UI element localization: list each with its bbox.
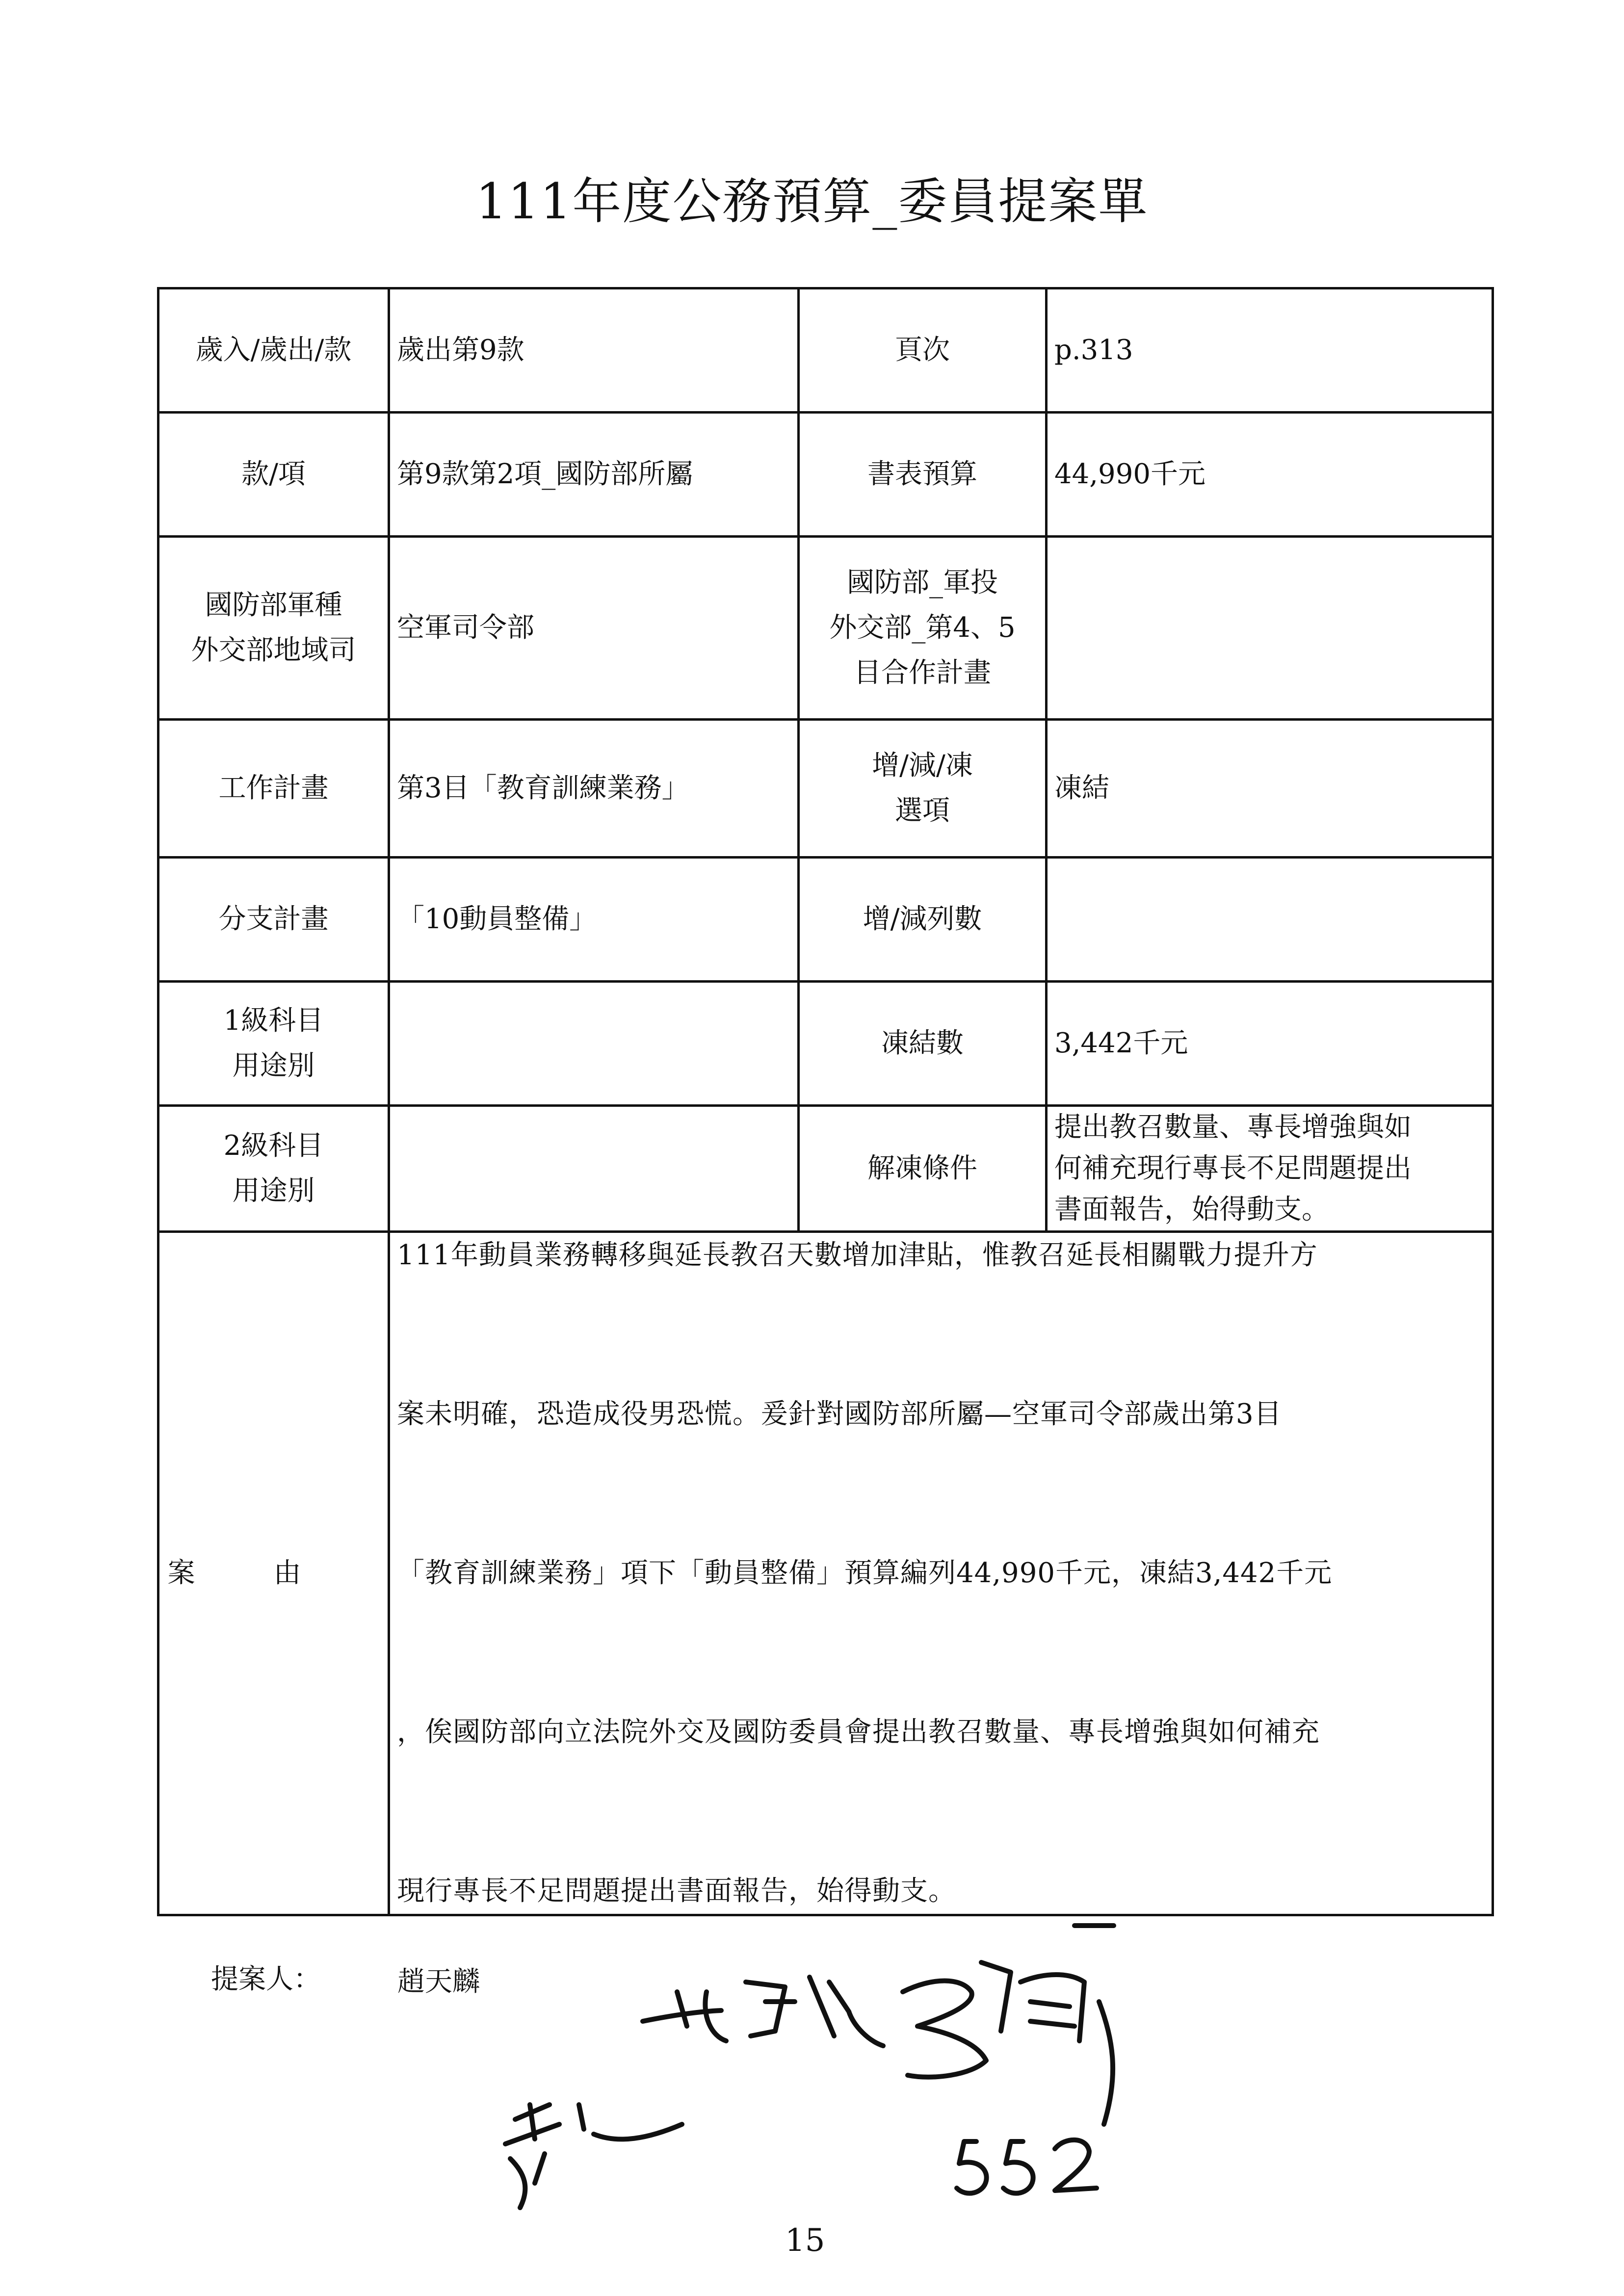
field-value: p.313 [1047, 288, 1493, 413]
field-label-line: 1級科目 [223, 1005, 324, 1037]
page-title: 111年度公務預算_委員提案單 [475, 173, 1149, 230]
field-label-line: 2級科目 [223, 1130, 324, 1162]
signature-stroke [505, 2105, 682, 2208]
field-value: 「10動員整備」 [389, 858, 799, 982]
field-label-line: 外交部地域司 [191, 634, 356, 666]
field-value-line: 書面報告，始得動支。 [1054, 1194, 1329, 1226]
field-label: 分支計畫 [158, 858, 389, 982]
field-label-line: 國防部_軍投 [847, 567, 998, 599]
field-value-line: 提出教召數量、專長增強與如 [1054, 1111, 1412, 1143]
field-value-line: 何補充現行專長不足問題提出 [1054, 1152, 1412, 1184]
field-label: 歲入/歲出/款 [158, 288, 389, 413]
field-label: 工作計畫 [158, 720, 389, 858]
field-label-line: 外交部_第4、5 [829, 612, 1016, 644]
field-label: 增/減列數 [799, 858, 1047, 982]
field-value: 歲出第9款 [389, 288, 799, 413]
field-label: 款/項 [158, 413, 389, 537]
field-value: 第3目「教育訓練業務」 [389, 720, 799, 858]
proposer-name: 趙天麟 [397, 1966, 480, 1998]
field-value: 凍結 [1047, 720, 1493, 858]
reason-line: ，俟國防部向立法院外交及國防委員會提出教召數量、專長增強與如何補充 [397, 1716, 1320, 1748]
reason-line: 111年動員業務轉移與延長教召天數增加津貼，惟教召延長相關戰力提升方 [397, 1239, 1318, 1271]
number-stroke [1003, 2141, 1033, 2193]
proposer-label: 提案人： [211, 1963, 321, 1995]
field-label: 頁次 [799, 288, 1047, 413]
field-label-line: 選項 [895, 795, 950, 827]
signature-stroke [643, 1977, 883, 2046]
field-label-line: 用途別 [232, 1175, 315, 1207]
reason-label-text: 案由 [167, 1557, 380, 1589]
field-label-line: 目合作計畫 [854, 657, 991, 689]
number-stroke [1055, 2140, 1097, 2191]
field-label: 凍結數 [799, 982, 1047, 1106]
field-label-line: 用途別 [232, 1050, 315, 1082]
number-stroke [957, 2141, 987, 2193]
reason-line: 現行專長不足問題提出書面報告，始得動支。 [397, 1875, 956, 1907]
reason-line: 案未明確，恐造成役男恐慌。爰針對國防部所屬—空軍司令部歲出第3目 [397, 1398, 1282, 1430]
field-label: 書表預算 [799, 413, 1047, 537]
reason-line: 「教育訓練業務」項下「動員整備」預算編列44,990千元，凍結3,442千元 [397, 1557, 1333, 1589]
field-value: 44,990千元 [1047, 413, 1493, 537]
field-value: 第9款第2項_國防部所屬 [389, 413, 799, 537]
handwritten-number: 552 [1018, 2208, 1038, 2220]
field-value: 3,442千元 [1047, 982, 1493, 1106]
signature-stroke [903, 1962, 1113, 2124]
field-label: 解凍條件 [799, 1106, 1047, 1232]
field-value: 空軍司令部 [389, 537, 799, 720]
page-number: 15 [785, 2222, 825, 2259]
field-label-line: 增/減/凍 [872, 750, 973, 782]
field-label-line: 國防部軍種 [205, 589, 342, 621]
